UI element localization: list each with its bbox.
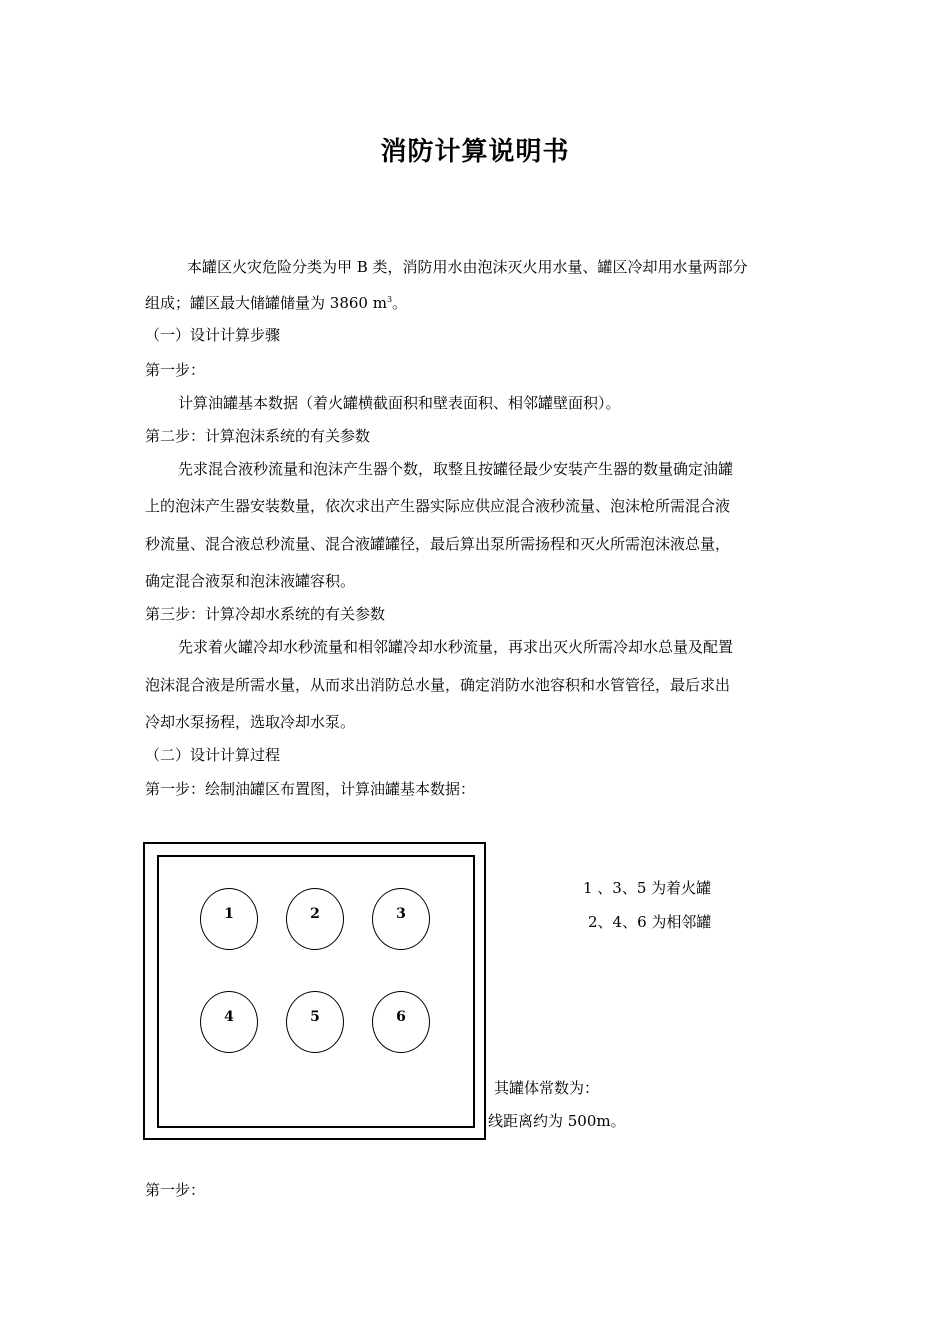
- tank-5: 5: [286, 991, 344, 1053]
- tank-6: 6: [372, 991, 430, 1053]
- step-3-line-2: 泡沫混合液是所需水量，从而求出消防总水量，确定消防水池容积和水管管径，最后求出: [145, 676, 731, 694]
- step-2-heading: 第二步：计算泡沫系统的有关参数: [145, 427, 371, 445]
- intro-line-1: 本罐区火灾危险分类为甲 B 类，消防用水由泡沫灭火用水量、罐区冷却用水量两部分: [187, 258, 748, 276]
- step-3-heading: 第三步：计算冷却水系统的有关参数: [145, 605, 386, 623]
- tank-4: 4: [200, 991, 258, 1053]
- step-2-line-2: 上的泡沫产生器安装数量，依次求出产生器实际应供应混合液秒流量、泡沫枪所需混合液: [145, 497, 731, 515]
- legend-adjacent-tanks: 2、4、6 为相邻罐: [588, 913, 712, 931]
- tank-3: 3: [372, 888, 430, 950]
- tank-constant-note: 其罐体常数为：: [494, 1079, 600, 1097]
- section-heading-process: （二）设计计算过程: [145, 746, 281, 764]
- distance-note: 线距离约为 500m。: [488, 1112, 626, 1130]
- intro-line-2-end: 。: [392, 294, 408, 312]
- document-title: 消防计算说明书: [380, 137, 570, 167]
- step-3-line-1: 先求着火罐冷却水秒流量和相邻罐冷却水秒流量，再求出灭火所需冷却水总量及配置: [178, 638, 734, 656]
- step-1-heading: 第一步：: [145, 361, 206, 379]
- tank-1: 1: [200, 888, 258, 950]
- intro-line-2-text: 组成；罐区最大储罐储量为 3860 m: [145, 294, 387, 312]
- step-3-line-3: 冷却水泵扬程，选取冷却水泵。: [145, 713, 356, 731]
- section-heading-steps: （一）设计计算步骤: [145, 326, 281, 344]
- step-2-line-3: 秒流量、混合液总秒流量、混合液罐罐径，最后算出泵所需扬程和灭火所需泡沫液总量，: [145, 535, 731, 553]
- step-2-line-1: 先求混合液秒流量和泡沫产生器个数，取整且按罐径最少安装产生器的数量确定油罐: [178, 460, 734, 478]
- step-2-line-4: 确定混合液泵和泡沫液罐容积。: [145, 572, 356, 590]
- legend-fire-tanks: 1 、3、5 为着火罐: [583, 879, 712, 897]
- step-1-body: 计算油罐基本数据（着火罐横截面积和壁表面积、相邻罐壁面积）。: [178, 394, 621, 412]
- cubic-superscript: 3: [386, 295, 393, 304]
- step-1-repeat-heading: 第一步：: [145, 1181, 206, 1199]
- step-1-process-heading: 第一步：绘制油罐区布置图，计算油罐基本数据：: [145, 780, 476, 798]
- intro-line-2: [145, 293, 407, 313]
- tank-2: 2: [286, 888, 344, 950]
